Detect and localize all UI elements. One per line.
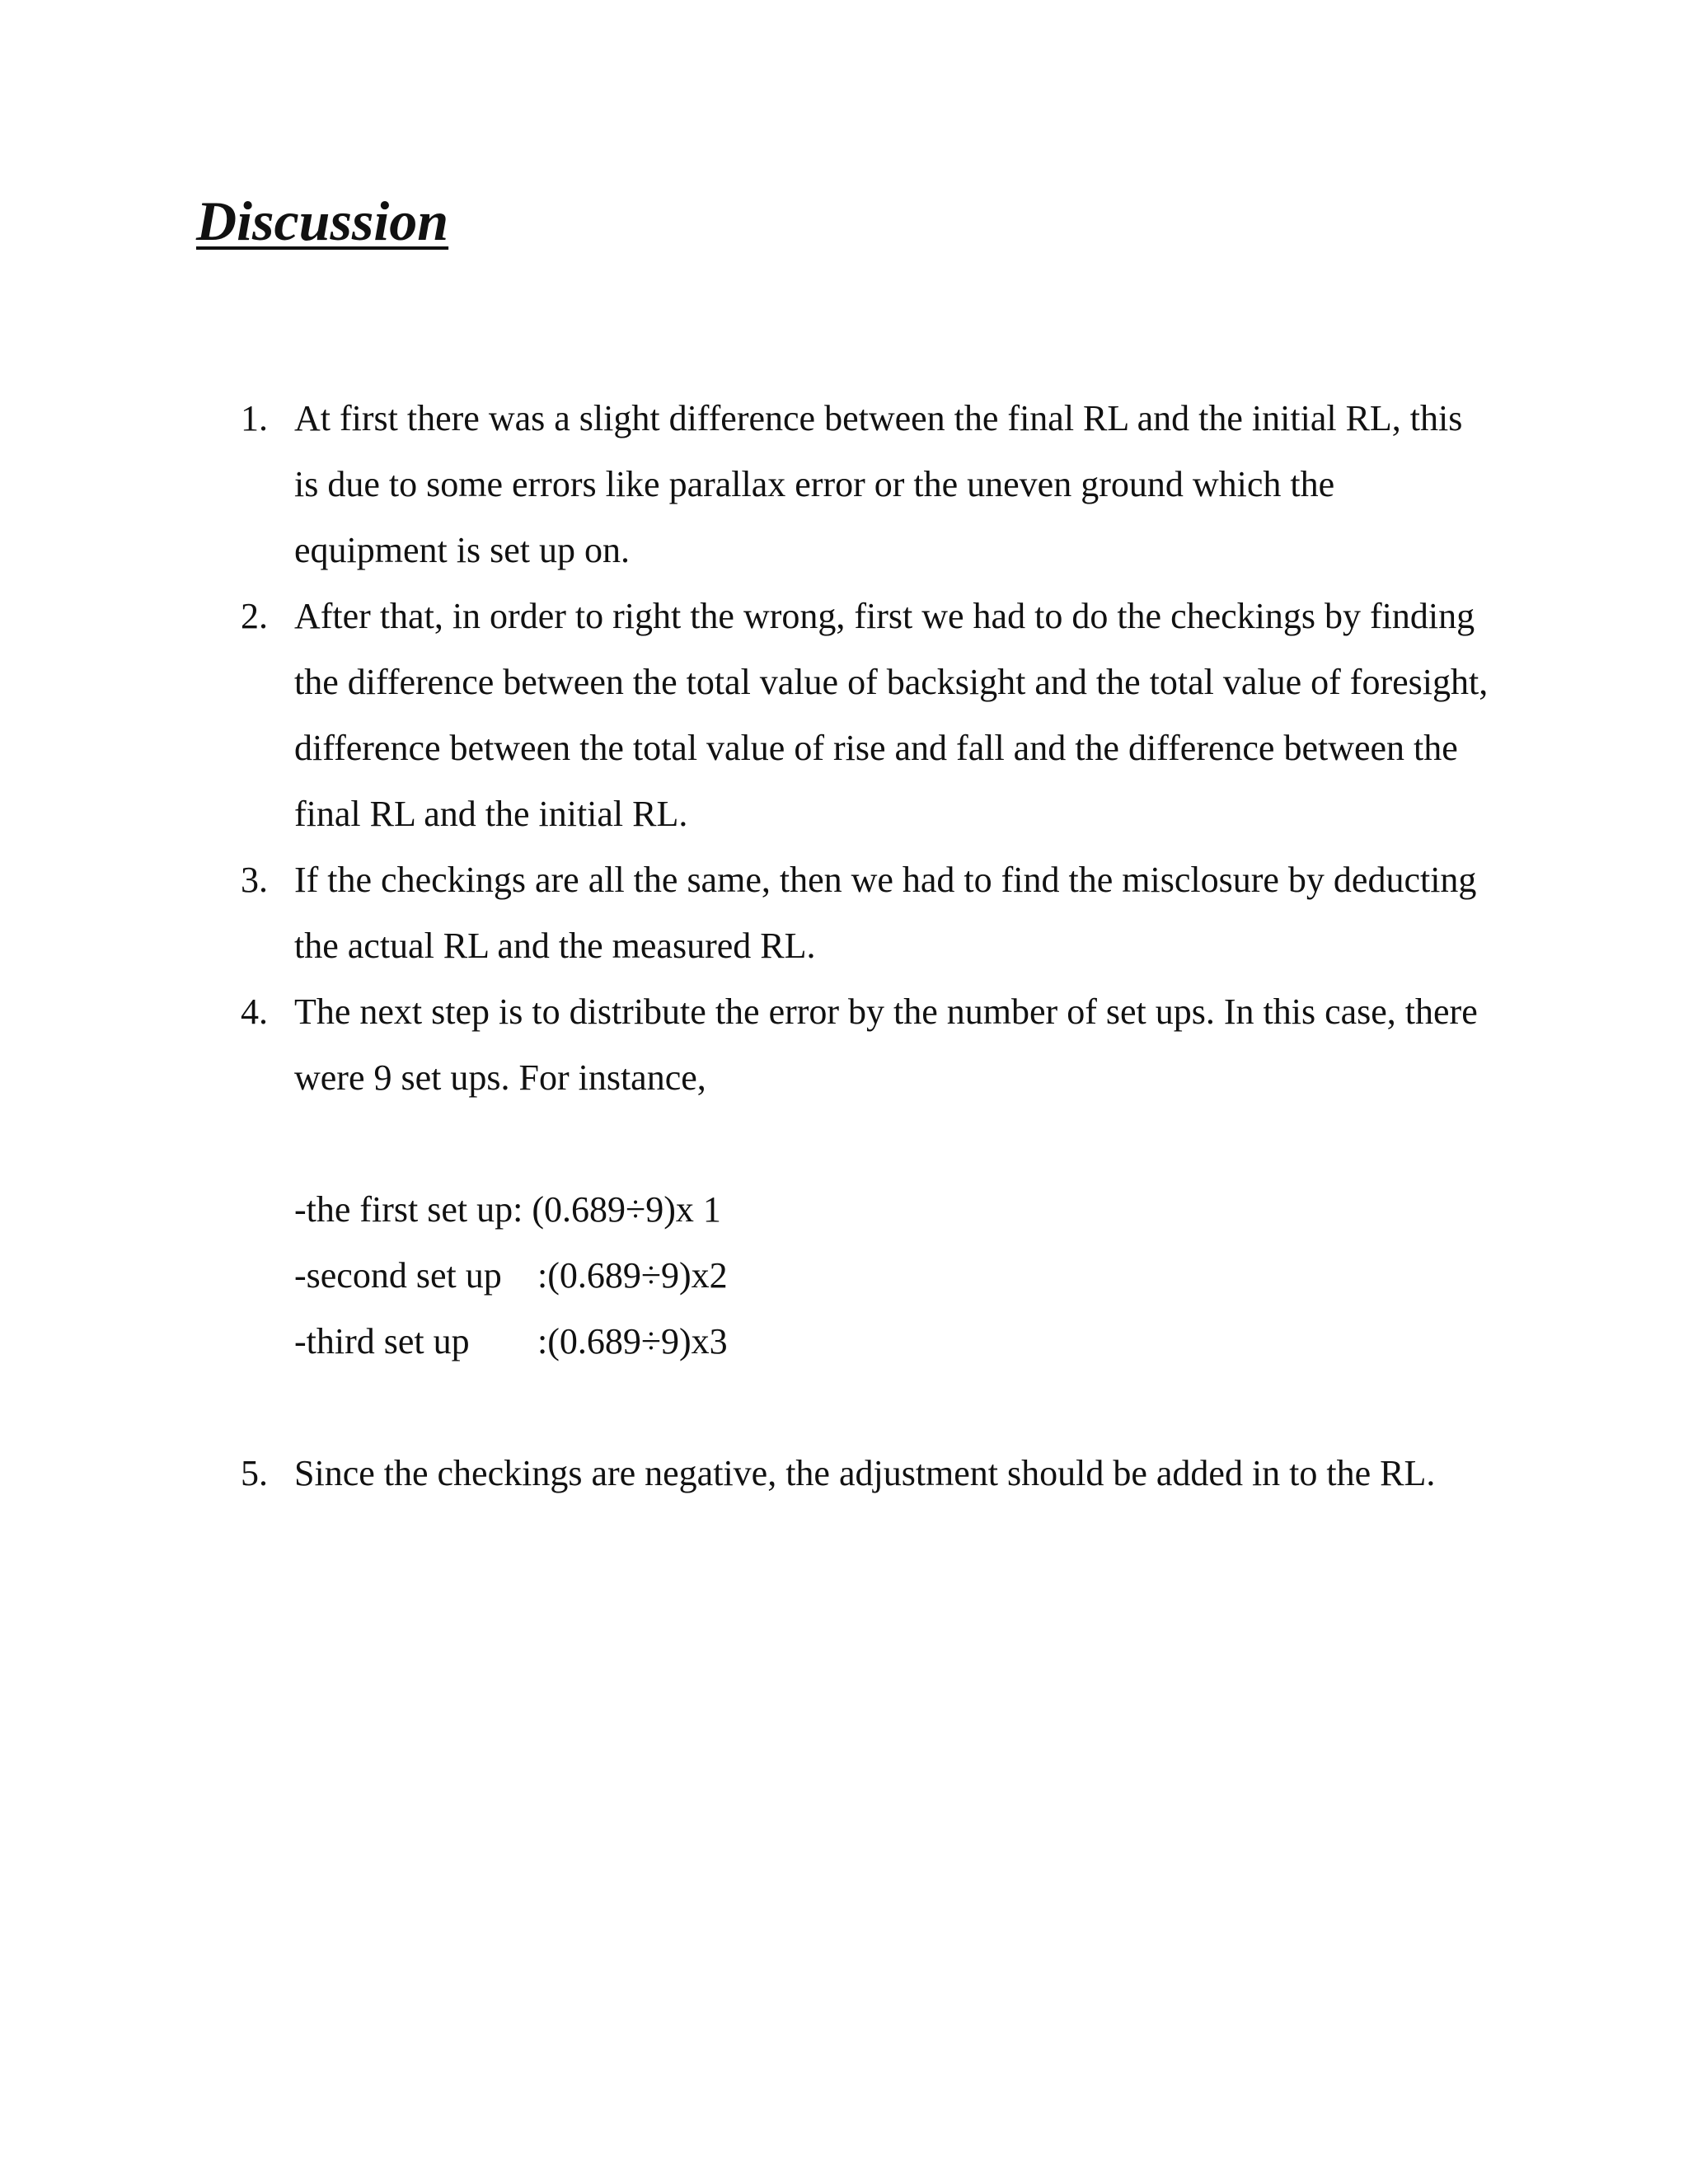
- calculation-block: [294, 1177, 1493, 1375]
- list-number: 1.: [241, 398, 268, 438]
- list-item: [241, 979, 1493, 1111]
- list-text: After that, in order to right the wrong, first we had to do the checkings by finding the difference between the total value of backsight and the total value of foresight, difference between the total value of rise and fall and the difference between the final RL and the initial RL.: [294, 596, 1489, 834]
- list-number: 4.: [241, 991, 268, 1032]
- list-number: 5.: [241, 1453, 268, 1493]
- discussion-list: [241, 386, 1493, 1507]
- list-number: 2.: [241, 596, 268, 636]
- list-text: Since the checkings are negative, the adjustment should be added in to the RL.: [294, 1453, 1436, 1493]
- list-item: [241, 386, 1493, 583]
- list-text: If the checkings are all the same, then we had to find the misclosure by deducting the actual RL and the measured RL.: [294, 860, 1477, 966]
- list-item: [241, 847, 1493, 979]
- calculation-row: [294, 1177, 1493, 1243]
- calculation-label: -the first set up:: [294, 1189, 523, 1230]
- calculation-label: -third set up: [294, 1321, 470, 1361]
- calculation-label: -second set up: [294, 1255, 502, 1296]
- list-item: [241, 1441, 1493, 1507]
- calculation-value: :(0.689÷9)x3: [537, 1321, 728, 1361]
- list-text: The next step is to distribute the error by the number of set ups. In this case, there were 9 set ups. For instance,: [294, 991, 1478, 1098]
- calculation-value: (0.689÷9)x 1: [523, 1189, 721, 1230]
- list-number: 3.: [241, 860, 268, 900]
- page-title: Discussion: [196, 190, 449, 252]
- calculation-value: :(0.689÷9)x2: [537, 1255, 728, 1296]
- calculation-row: [294, 1243, 1493, 1309]
- calculation-row: [294, 1309, 1493, 1375]
- list-text: At first there was a slight difference between the final RL and the initial RL, this is due to some errors like parallax error or the uneven ground which the equipment is set up on.: [294, 398, 1463, 570]
- list-item: [241, 583, 1493, 847]
